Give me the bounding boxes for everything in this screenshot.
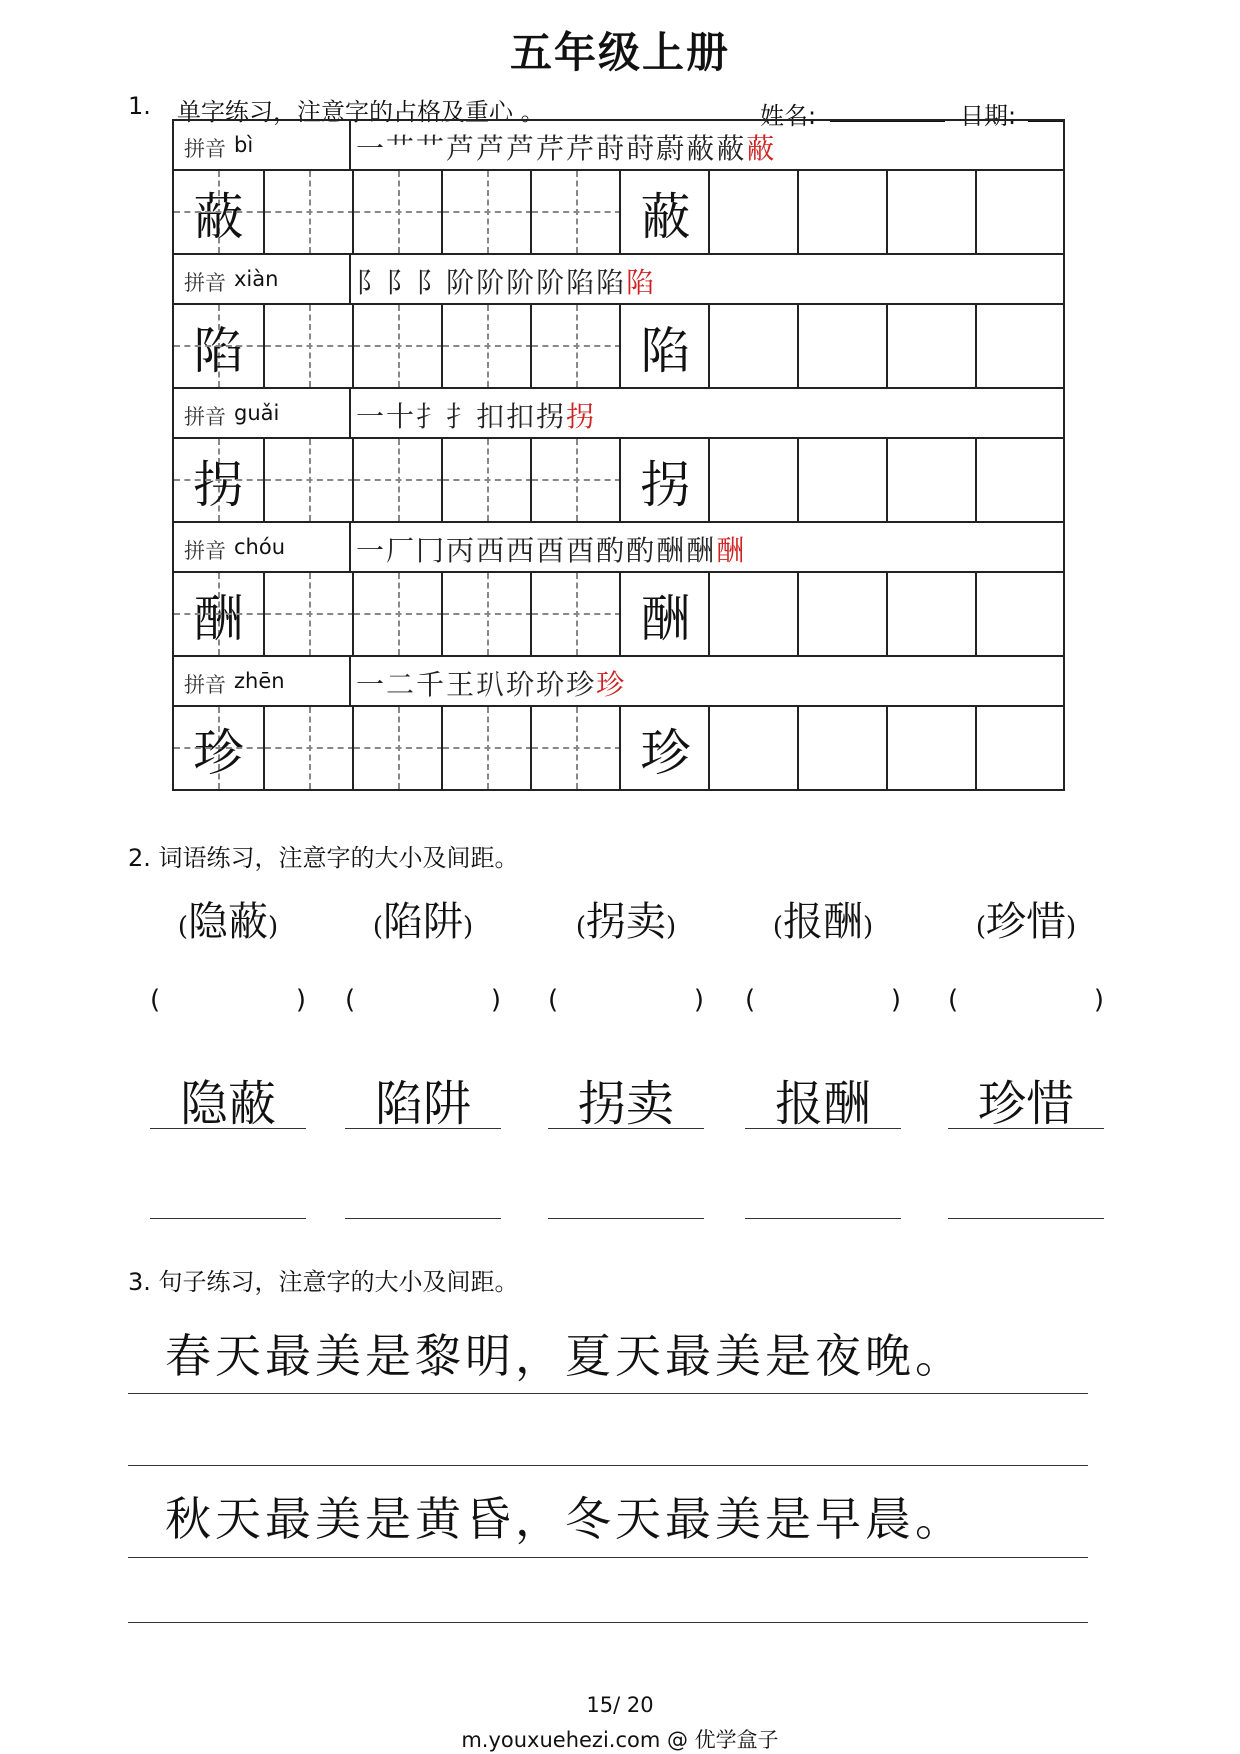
section3-instruction: 3. 句子练习，注意字的大小及间距。: [128, 1268, 519, 1296]
sentence-model: 春天最美是黎明，夏天最美是夜晚。: [165, 1329, 965, 1383]
writing-cell[interactable]: [352, 707, 443, 789]
paren-open: (: [772, 912, 783, 942]
pinyin-label: 拼音: [184, 271, 226, 295]
stroke-step: 扣: [476, 400, 507, 433]
writing-cell[interactable]: [619, 573, 710, 655]
model-character: 陷: [640, 322, 691, 380]
stroke-step: 蔽: [686, 132, 717, 165]
paren-open: (: [745, 985, 756, 1015]
word-baseline: [548, 1128, 704, 1129]
section1-instruction: 单字练习，注意字的占格及重心 。: [177, 98, 545, 126]
writing-cell[interactable]: [797, 305, 888, 387]
writing-cell[interactable]: [797, 171, 888, 253]
pinyin-label: 拼音: [184, 673, 226, 697]
writing-cell[interactable]: [530, 707, 621, 789]
paren-open: (: [345, 985, 356, 1015]
word-example: [745, 890, 901, 947]
writing-cell[interactable]: [975, 707, 1066, 789]
sentence-writing-line[interactable]: [128, 1465, 1088, 1466]
stroke-step: 芦: [476, 132, 507, 165]
writing-cell[interactable]: [352, 439, 443, 521]
writing-cell[interactable]: [708, 439, 799, 521]
writing-cell[interactable]: [708, 573, 799, 655]
stroke-step: 陷: [596, 266, 627, 299]
paren-open: (: [948, 985, 959, 1015]
stroke-order: [356, 529, 746, 569]
stroke-step: 酬: [656, 534, 687, 567]
page-number: 15/ 20: [586, 1693, 654, 1717]
stroke-step: 芦: [446, 132, 477, 165]
word-example: [548, 890, 704, 947]
stroke-step: 西: [506, 534, 537, 567]
writing-cell[interactable]: [174, 707, 263, 789]
stroke-step: 蔽: [746, 132, 777, 165]
model-character: 拐: [640, 456, 691, 514]
writing-cell[interactable]: [619, 439, 710, 521]
writing-cell[interactable]: [352, 171, 443, 253]
stroke-step: 珍: [566, 668, 597, 701]
stroke-step: 阝: [416, 266, 447, 299]
writing-cell[interactable]: [708, 707, 799, 789]
stroke-step: 芹: [536, 132, 567, 165]
row-divider: [349, 255, 351, 303]
stroke-step: 蔽: [716, 132, 747, 165]
writing-cell[interactable]: [263, 573, 354, 655]
word-model: 报酬: [774, 1076, 871, 1132]
model-character: 蔽: [640, 188, 691, 246]
paren-open: (: [575, 912, 586, 942]
paren-close: ): [1066, 912, 1077, 942]
character-row: [172, 705, 1065, 791]
character-row: [172, 169, 1065, 253]
model-character: 酬: [640, 590, 691, 648]
writing-cell[interactable]: [886, 171, 977, 253]
writing-cell[interactable]: [441, 171, 532, 253]
writing-cell[interactable]: [619, 707, 710, 789]
stroke-step: 芹: [566, 132, 597, 165]
stroke-step: 扌: [416, 400, 447, 433]
word-model: 陷阱: [374, 1076, 471, 1132]
word-text: 陷阱: [383, 899, 463, 945]
word-example: [948, 890, 1104, 947]
stroke-step: 拐: [566, 400, 597, 433]
model-character: 拐: [193, 456, 244, 514]
pinyin-value: zhēn: [234, 669, 285, 693]
site-credit: m.youxuehezi.com @ 优学盒子: [461, 1728, 779, 1752]
word-writing-line[interactable]: [745, 1218, 901, 1219]
word-writing-line[interactable]: [948, 1218, 1104, 1219]
stroke-order: [356, 127, 776, 167]
writing-cell[interactable]: [263, 171, 354, 253]
row-divider: [349, 389, 351, 437]
pinyin-row: [172, 655, 1065, 705]
stroke-step: 二: [386, 668, 417, 701]
stroke-step: 丙: [446, 534, 477, 567]
sentence-writing-line[interactable]: [128, 1557, 1088, 1558]
paren-close: ): [1093, 985, 1104, 1015]
word-writing-line[interactable]: [345, 1218, 501, 1219]
paren-open: (: [150, 985, 161, 1015]
writing-cell[interactable]: [174, 439, 263, 521]
row-divider: [349, 121, 351, 169]
sentence-writing-line[interactable]: [128, 1393, 1088, 1394]
model-character: 珍: [640, 724, 691, 782]
writing-cell[interactable]: [352, 305, 443, 387]
word-writing-line[interactable]: [150, 1218, 306, 1219]
stroke-step: 艹: [416, 132, 447, 165]
word-model: 珍惜: [977, 1076, 1074, 1132]
name-label: 姓名:: [760, 102, 817, 130]
word-model: 拐卖: [577, 1076, 674, 1132]
pinyin-label: 拼音: [184, 137, 226, 161]
writing-cell[interactable]: [708, 305, 799, 387]
word-baseline: [150, 1128, 306, 1129]
writing-cell[interactable]: [886, 439, 977, 521]
stroke-step: 阶: [506, 266, 537, 299]
writing-cell[interactable]: [619, 305, 710, 387]
pinyin-row: [172, 119, 1065, 169]
stroke-step: 一: [356, 132, 387, 165]
stroke-step: 十: [386, 400, 417, 433]
stroke-step: 阝: [386, 266, 417, 299]
writing-cell[interactable]: [886, 573, 977, 655]
paren-close: ): [463, 912, 474, 942]
writing-cell[interactable]: [530, 439, 621, 521]
stroke-order: [356, 261, 656, 301]
stroke-step: 酬: [716, 534, 747, 567]
character-practice-grid: [172, 119, 1065, 791]
stroke-step: 一: [356, 400, 387, 433]
writing-cell[interactable]: [975, 439, 1066, 521]
stroke-step: 莳: [596, 132, 627, 165]
paren-close: ): [890, 985, 901, 1015]
word-baseline: [745, 1128, 901, 1129]
word-example: [150, 890, 306, 947]
writing-cell[interactable]: [530, 573, 621, 655]
stroke-step: 阶: [536, 266, 567, 299]
writing-cell[interactable]: [797, 439, 888, 521]
writing-cell[interactable]: [886, 305, 977, 387]
writing-cell[interactable]: [174, 305, 263, 387]
word-baseline: [948, 1128, 1104, 1129]
paren-close: ): [490, 985, 501, 1015]
stroke-step: 拐: [536, 400, 567, 433]
row-divider: [349, 657, 351, 705]
stroke-step: 陷: [566, 266, 597, 299]
stroke-step: 酌: [626, 534, 657, 567]
date-label: 日期:: [960, 102, 1017, 130]
paren-close: ): [268, 912, 279, 942]
writing-cell[interactable]: [441, 573, 532, 655]
writing-cell[interactable]: [975, 305, 1066, 387]
word-model: 隐蔽: [179, 1076, 276, 1132]
writing-cell[interactable]: [263, 707, 354, 789]
writing-cell[interactable]: [174, 171, 263, 253]
model-character: 酬: [193, 590, 244, 648]
model-character: 珍: [193, 724, 244, 782]
stroke-step: 厂: [386, 534, 417, 567]
sentence-writing-line[interactable]: [128, 1622, 1088, 1623]
stroke-step: 王: [446, 668, 477, 701]
paren-open: (: [548, 985, 559, 1015]
writing-cell[interactable]: [975, 171, 1066, 253]
stroke-step: 阶: [446, 266, 477, 299]
writing-cell[interactable]: [797, 707, 888, 789]
writing-cell[interactable]: [263, 305, 354, 387]
writing-cell[interactable]: [352, 573, 443, 655]
stroke-step: 莳: [626, 132, 657, 165]
character-row: [172, 571, 1065, 655]
stroke-order: [356, 395, 596, 435]
stroke-step: 玠: [506, 668, 537, 701]
sentence-model: 秋天最美是黄昏，冬天最美是早晨。: [165, 1492, 965, 1546]
stroke-step: 酉: [536, 534, 567, 567]
paren-close: ): [693, 985, 704, 1015]
stroke-step: 一: [356, 668, 387, 701]
pinyin-value: guǎi: [234, 401, 280, 425]
model-character: 蔽: [193, 188, 244, 246]
writing-cell[interactable]: [441, 707, 532, 789]
character-row: [172, 437, 1065, 521]
stroke-step: 扣: [506, 400, 537, 433]
pinyin-row: [172, 521, 1065, 571]
word-example: [345, 890, 501, 947]
paren-close: ): [295, 985, 306, 1015]
stroke-step: 陷: [626, 266, 657, 299]
pinyin-label: 拼音: [184, 539, 226, 563]
writing-cell[interactable]: [174, 573, 263, 655]
stroke-step: 冂: [416, 534, 447, 567]
writing-cell[interactable]: [708, 171, 799, 253]
writing-cell[interactable]: [619, 171, 710, 253]
writing-cell[interactable]: [441, 439, 532, 521]
word-text: 报酬: [783, 899, 863, 945]
word-text: 拐卖: [586, 899, 666, 945]
stroke-step: 千: [416, 668, 447, 701]
pinyin-row: [172, 253, 1065, 303]
stroke-step: 玠: [536, 668, 567, 701]
section2-instruction: 2. 词语练习，注意字的大小及间距。: [128, 844, 519, 872]
writing-cell[interactable]: [263, 439, 354, 521]
model-character: 陷: [193, 322, 244, 380]
writing-cell[interactable]: [886, 707, 977, 789]
pinyin-value: bì: [234, 133, 254, 157]
word-baseline: [345, 1128, 501, 1129]
stroke-step: 艹: [386, 132, 417, 165]
word-writing-line[interactable]: [548, 1218, 704, 1219]
paren-open: (: [372, 912, 383, 942]
stroke-step: 扌: [446, 400, 477, 433]
stroke-step: 酉: [566, 534, 597, 567]
pinyin-label: 拼音: [184, 405, 226, 429]
writing-cell[interactable]: [975, 573, 1066, 655]
stroke-step: 芦: [506, 132, 537, 165]
pinyin-value: xiàn: [234, 267, 279, 291]
row-divider: [349, 523, 351, 571]
section1-number: 1.: [128, 92, 151, 120]
writing-cell[interactable]: [530, 171, 621, 253]
stroke-step: 阝: [356, 266, 387, 299]
stroke-step: 蔚: [656, 132, 687, 165]
pinyin-value: chóu: [234, 535, 286, 559]
stroke-step: 酌: [596, 534, 627, 567]
pinyin-row: [172, 387, 1065, 437]
writing-cell[interactable]: [530, 305, 621, 387]
word-text: 珍惜: [986, 899, 1066, 945]
paren-open: (: [177, 912, 188, 942]
word-text: 隐蔽: [188, 899, 268, 945]
stroke-step: 玐: [476, 668, 507, 701]
stroke-step: 一: [356, 534, 387, 567]
writing-cell[interactable]: [797, 573, 888, 655]
writing-cell[interactable]: [441, 305, 532, 387]
stroke-step: 酬: [686, 534, 717, 567]
stroke-step: 阶: [476, 266, 507, 299]
stroke-step: 珍: [596, 668, 627, 701]
stroke-order: [356, 663, 626, 703]
stroke-step: 西: [476, 534, 507, 567]
character-row: [172, 303, 1065, 387]
page-title: 五年级上册: [509, 28, 730, 77]
paren-open: (: [975, 912, 986, 942]
paren-close: ): [863, 912, 874, 942]
paren-close: ): [666, 912, 677, 942]
